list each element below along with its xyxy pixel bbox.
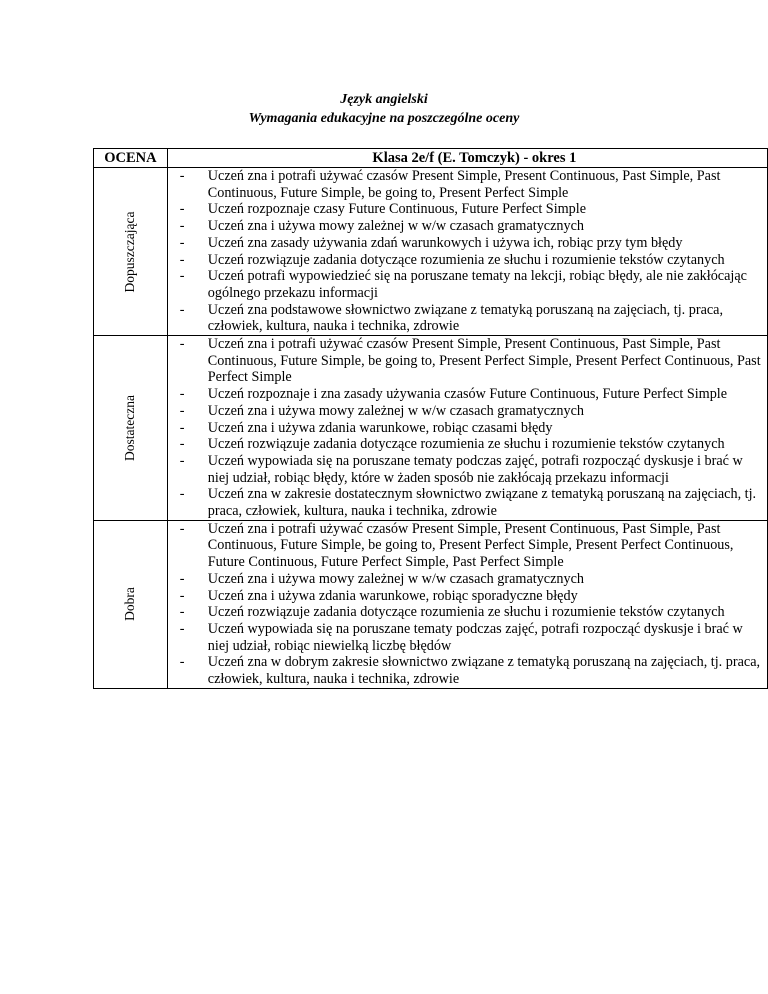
list-item: - Uczeń zna w zakresie dostatecznym słownictwo związane z tematyką poruszaną na zajęciach, tj. praca, człowiek, kultura, nauka i technika, zdrowie: [168, 486, 767, 519]
requirements-cell: [167, 336, 767, 521]
list-item: - Uczeń rozpoznaje czasy Future Continuous, Future Perfect Simple: [168, 201, 767, 218]
document-title: Język angielski: [340, 92, 428, 107]
list-item: - Uczeń zna i używa mowy zależnej w w/w czasach gramatycznych: [168, 218, 767, 235]
list-item: - Uczeń zna i używa zdania warunkowe, robiąc sporadyczne błędy: [168, 588, 767, 605]
list-item: - Uczeń zna w dobrym zakresie słownictwo związane z tematyką poruszaną na zajęciach, tj. praca, człowiek, kultura, nauka i technika, zdrowie: [168, 654, 767, 687]
list-item: - Uczeń potrafi wypowiedzieć się na poruszane tematy na lekcji, robiąc błędy, ale nie zakłócając ogólnego przekazu informacji: [168, 268, 767, 301]
requirements-cell: [167, 520, 767, 688]
grade-cell: [94, 336, 168, 521]
list-item: - Uczeń zna i używa zdania warunkowe, robiąc czasami błędy: [168, 420, 767, 437]
requirements-list: [168, 336, 767, 520]
list-item: - Uczeń zna i potrafi używać czasów Present Simple, Present Continuous, Past Simple, Past Continuous, Future Simple, be going to, Present Perfect Simple, Present Perfect Continuous, Future Continuous, Future Perfect Simple, Past Perfect Simple: [168, 521, 767, 571]
list-item: - Uczeń rozwiązuje zadania dotyczące rozumienia ze słuchu i rozumienie tekstów czytanych: [168, 252, 767, 269]
list-item: - Uczeń rozwiązuje zadania dotyczące rozumienia ze słuchu i rozumienie tekstów czytanych: [168, 436, 767, 453]
document-subtitle: Wymagania edukacyjne na poszczególne oceny: [248, 111, 520, 126]
grade-label: Dopuszczająca: [122, 211, 138, 292]
list-item: - Uczeń wypowiada się na poruszane tematy podczas zajęć, potrafi rozpocząć dyskusje i brać w niej udział, robiąc niewielką liczbę błędów: [168, 621, 767, 654]
list-item: - Uczeń rozpoznaje i zna zasady używania czasów Future Continuous, Future Perfect Simple: [168, 386, 767, 403]
list-item: - Uczeń zna i używa mowy zależnej w w/w czasach gramatycznych: [168, 403, 767, 420]
grade-label: Dostateczna: [122, 394, 138, 461]
table-header-row: [94, 149, 768, 168]
requirements-table: [93, 148, 768, 689]
class-column-header: Klasa 2e/f (E. Tomczyk) - okres 1: [167, 149, 767, 168]
list-item: - Uczeń zna i potrafi używać czasów Present Simple, Present Continuous, Past Simple, Past Continuous, Future Simple, be going to, Present Perfect Simple: [168, 168, 767, 201]
list-item: - Uczeń zna i używa mowy zależnej w w/w czasach gramatycznych: [168, 571, 767, 588]
table-row: [94, 336, 768, 521]
list-item: - Uczeń wypowiada się na poruszane tematy podczas zajęć, potrafi rozpocząć dyskusje i brać w niej udział, robiąc błędy, które w żaden sposób nie zakłócają przekazu informacji: [168, 453, 767, 486]
list-item: - Uczeń zna podstawowe słownictwo związane z tematyką poruszaną na zajęciach, tj. praca, człowiek, kultura, nauka i technika, zdrowie: [168, 302, 767, 335]
list-item: - Uczeń rozwiązuje zadania dotyczące rozumienia ze słuchu i rozumienie tekstów czytanych: [168, 604, 767, 621]
requirements-cell: [167, 168, 767, 336]
grade-cell: [94, 168, 168, 336]
table-row: [94, 520, 768, 688]
grade-column-header: OCENA: [94, 149, 168, 168]
table-row: [94, 168, 768, 336]
grade-cell: [94, 520, 168, 688]
grade-label: Dobra: [122, 587, 138, 622]
list-item: - Uczeń zna i potrafi używać czasów Present Simple, Present Continuous, Past Simple, Past Continuous, Future Simple, be going to, Present Perfect Simple, Present Perfect Continuous, Past Perfect Simple: [168, 336, 767, 386]
requirements-list: [168, 521, 767, 688]
list-item: - Uczeń zna zasady używania zdań warunkowych i używa ich, robiąc przy tym błędy: [168, 235, 767, 252]
requirements-list: [168, 168, 767, 335]
